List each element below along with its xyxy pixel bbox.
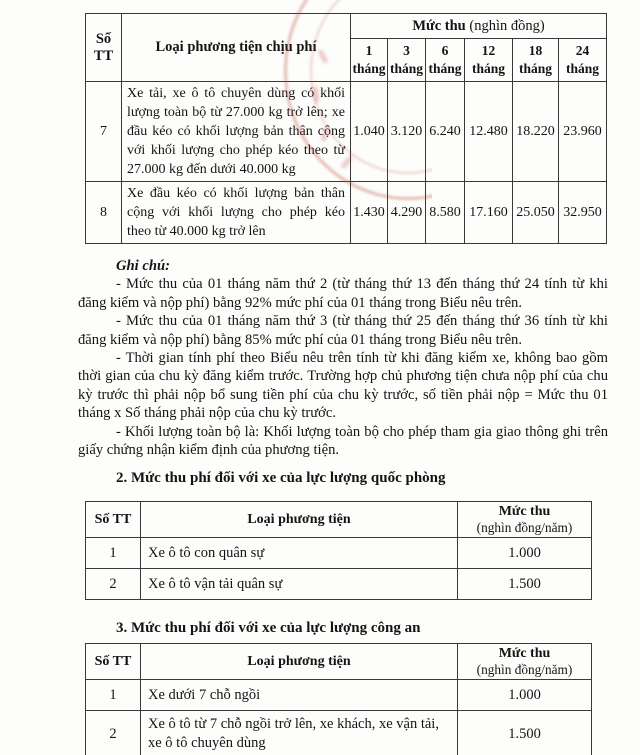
header-fee-unit: (nghìn đồng/năm) [476, 662, 573, 678]
header-fee-bold: Mức thu [498, 645, 551, 661]
header-month-1 [351, 39, 388, 82]
section-heading-defense: 2. Mức thu phí đối với xe của lực lượng quốc phòng [116, 470, 446, 487]
header-month-6 [426, 39, 465, 82]
month-num: 24 [575, 43, 590, 59]
fee-value: 12.480 [465, 82, 513, 182]
defense-fee-table [85, 501, 592, 600]
notes-label: Ghi chú: [116, 258, 170, 274]
header-vehicle-type: Loại phương tiện [141, 644, 458, 680]
header-month-3 [388, 39, 426, 82]
month-unit: tháng [389, 61, 423, 76]
header-stt: Số TT [86, 644, 141, 680]
note-item: - Khối lượng toàn bộ là: Khối lượng toàn bộ cho phép tham gia giao thông ghi trên giấy chứng nhận kiểm định của phương tiện. [78, 423, 608, 459]
row-vehicle-description: Xe ô tô từ 7 chỗ ngồi trở lên, xe khách, xe vận tải, xe ô tô chuyên dùng [141, 711, 458, 755]
header-fee-group [351, 14, 607, 39]
note-item: - Thời gian tính phí theo Biểu nêu trên tính từ khi đăng kiểm xe, không bao gồm thời gian của chu kỳ đăng kiểm trước. Trường hợp chủ phương tiện chưa nộp phí của chu kỳ trước thì phải nộp bổ sung tiền phí của chu kỳ trước, số tiền phải nộp = Mức thu 01 tháng x Số tháng phải nộp của chu kỳ trước. [78, 350, 608, 422]
row-stt: 1 [86, 538, 141, 569]
month-num: 6 [441, 43, 449, 59]
header-fee-bold: Mức thu [498, 503, 551, 519]
month-unit: tháng [471, 61, 505, 76]
table-row [86, 680, 592, 711]
fee-value: 17.160 [465, 182, 513, 244]
row-stt: 1 [86, 680, 141, 711]
fee-value: 1.500 [458, 569, 592, 600]
note-item: - Mức thu của 01 tháng năm thứ 2 (từ tháng thứ 13 đến tháng thứ 24 tính từ khi đăng kiểm và nộp phí) bằng 92% mức phí của 01 tháng trong Biểu nêu trên. [78, 276, 608, 311]
fee-value: 1.000 [458, 680, 592, 711]
table-row [86, 182, 607, 244]
row-vehicle-description: Xe ô tô con quân sự [141, 538, 458, 569]
fee-value: 25.050 [513, 182, 559, 244]
table-row [86, 82, 607, 182]
monthly-fee-table [85, 13, 607, 244]
table-header-row-group [86, 14, 607, 39]
note-item: - Mức thu của 01 tháng năm thứ 3 (từ tháng thứ 25 đến tháng thứ 36 tính từ khi đăng kiểm và nộp phí) bằng 85% mức phí của 01 tháng trong Biểu nêu trên. [78, 313, 608, 348]
row-vehicle-description: Xe dưới 7 chỗ ngồi [141, 680, 458, 711]
row-vehicle-description: Xe ô tô vận tải quân sự [141, 569, 458, 600]
row-stt: 7 [86, 82, 122, 182]
month-num: 3 [403, 43, 410, 59]
fee-value: 1.040 [351, 82, 388, 182]
fee-value: 3.120 [388, 82, 426, 182]
fee-value: 23.960 [559, 82, 607, 182]
header-vehicle-type: Loại phương tiện [141, 502, 458, 538]
month-num: 18 [528, 43, 543, 59]
fee-value: 8.580 [426, 182, 465, 244]
fee-value: 1.000 [458, 538, 592, 569]
police-fee-table [85, 643, 592, 755]
fee-value: 18.220 [513, 82, 559, 182]
month-num: 1 [365, 43, 373, 59]
row-vehicle-description: Xe tải, xe ô tô chuyên dùng có khối lượng toàn bộ từ 27.000 kg trở lên; xe đầu kéo có khối lượng bản thân cộng với khối lượng cho phép kéo theo từ 27.000 kg đến dưới 40.000 kg [122, 82, 351, 182]
month-unit: tháng [518, 61, 552, 76]
fee-value: 1.500 [458, 711, 592, 755]
table-row [86, 711, 592, 755]
section-heading-police: 3. Mức thu phí đối với xe của lực lượng công an [116, 620, 421, 637]
month-num: 12 [481, 43, 496, 59]
month-unit: tháng [428, 61, 462, 76]
table-row [86, 569, 592, 600]
header-stt: Số TT [86, 502, 141, 538]
row-stt: 8 [86, 182, 122, 244]
header-vehicle-type: Loại phương tiện chịu phí [122, 14, 351, 82]
header-month-18 [513, 39, 559, 82]
fee-value: 32.950 [559, 182, 607, 244]
header-month-12 [465, 39, 513, 82]
header-fee-unit: (nghìn đồng/năm) [476, 520, 573, 536]
header-fee [458, 644, 592, 680]
notes-section [78, 257, 608, 459]
table-header-row [86, 502, 592, 538]
month-unit: tháng [352, 61, 386, 76]
fee-value: 1.430 [351, 182, 388, 244]
fee-value: 6.240 [426, 82, 465, 182]
month-unit: tháng [566, 61, 600, 76]
table-row [86, 538, 592, 569]
row-stt: 2 [86, 711, 141, 755]
header-fee-group-unit: (nghìn đồng) [469, 17, 545, 34]
table-header-row [86, 644, 592, 680]
header-fee [458, 502, 592, 538]
fee-value: 4.290 [388, 182, 426, 244]
row-stt: 2 [86, 569, 141, 600]
header-fee-group-bold: Mức thu [412, 17, 466, 34]
header-month-24 [559, 39, 607, 82]
header-stt: Số TT [86, 14, 122, 82]
row-vehicle-description: Xe đầu kéo có khối lượng bản thân cộng với khối lượng cho phép kéo theo từ 40.000 kg trở lên [122, 182, 351, 244]
document-content [78, 13, 608, 755]
